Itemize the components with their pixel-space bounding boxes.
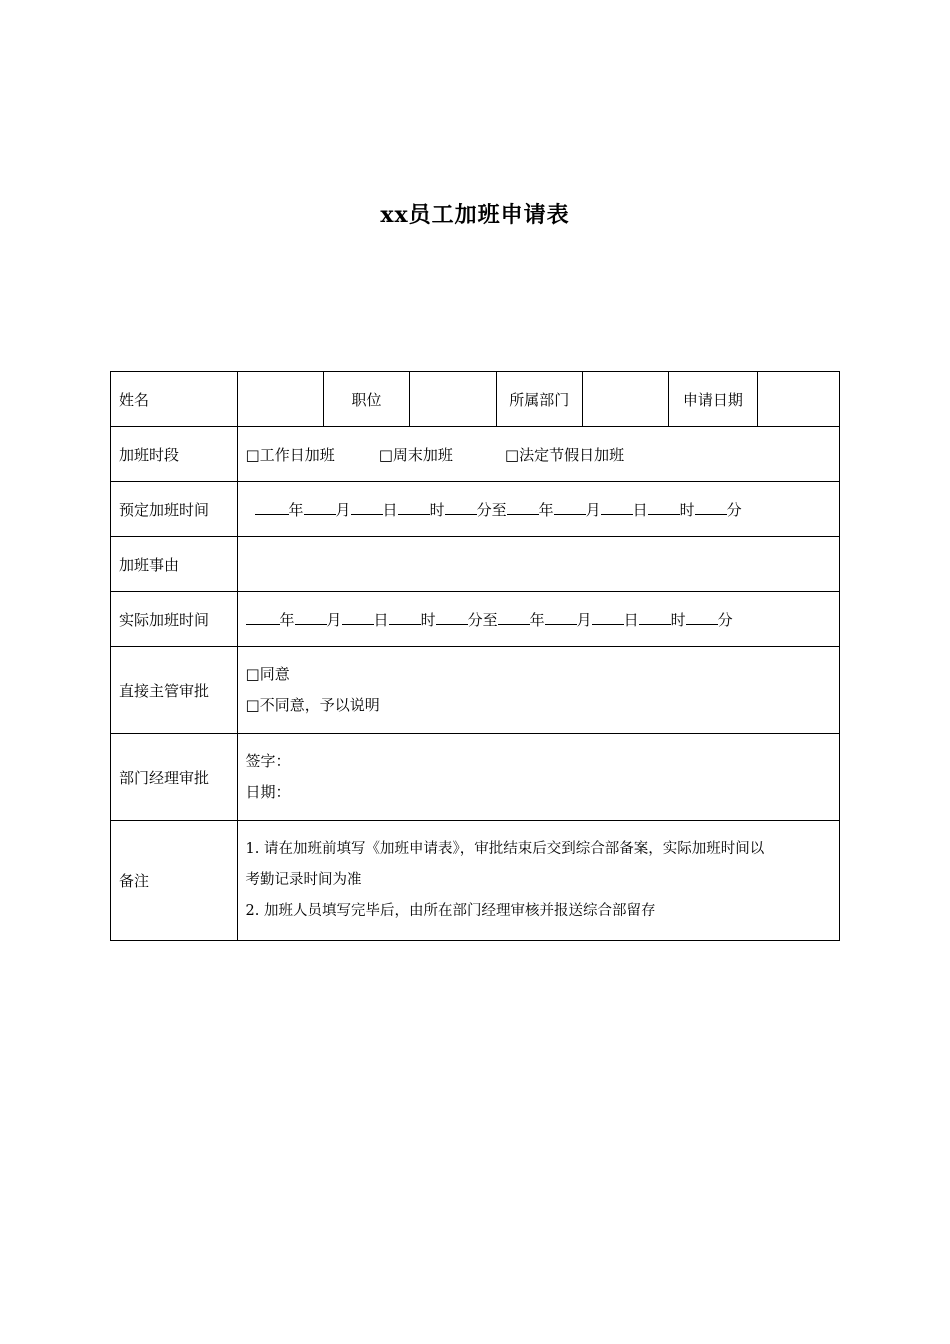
unit-text: 时 [670, 610, 686, 629]
blank-field[interactable] [686, 610, 718, 625]
blank-field[interactable] [554, 500, 586, 515]
unit-text: 日 [373, 610, 389, 629]
blank-field[interactable] [648, 500, 680, 515]
checkbox-weekend-overtime[interactable]: □周末加班 [378, 445, 453, 464]
planned-time-label: 预定加班时间 [111, 482, 238, 537]
supervisor-approval-options [237, 647, 839, 734]
unit-text: 日 [382, 500, 398, 519]
remark-2: 2. 加班人员填写完毕后，由所在部门经理审核并报送综合部留存 [245, 903, 656, 919]
name-field[interactable] [237, 372, 323, 427]
row-manager-approval [111, 734, 840, 821]
checkbox-agree[interactable]: □同意 [245, 665, 290, 683]
unit-text: 分至 [476, 500, 507, 519]
reason-field[interactable] [237, 537, 839, 592]
blank-field[interactable] [351, 500, 383, 515]
blank-field[interactable] [436, 610, 468, 625]
blank-field[interactable] [639, 610, 671, 625]
manager-approval-label: 部门经理审批 [111, 734, 238, 821]
blank-field[interactable] [601, 500, 633, 515]
remark-1-line-1: 1. 请在加班前填写《加班申请表》，审批结束后交到综合部备案，实际加班时间以 [245, 841, 765, 857]
row-remarks [111, 821, 840, 941]
unit-text: 年 [288, 500, 304, 519]
unit-text: 月 [585, 500, 601, 519]
blank-field[interactable] [592, 610, 624, 625]
unit-text: 时 [420, 610, 436, 629]
blank-field[interactable] [498, 610, 530, 625]
unit-text: 时 [679, 500, 695, 519]
overtime-application-table [110, 371, 840, 941]
blank-field[interactable] [304, 500, 336, 515]
application-date-field[interactable] [757, 372, 839, 427]
reason-label: 加班事由 [111, 537, 238, 592]
position-field[interactable] [410, 372, 496, 427]
actual-time-label: 实际加班时间 [111, 592, 238, 647]
row-actual-time [111, 592, 840, 647]
sign-date-label: 日期： [245, 783, 291, 801]
remark-1-line-2: 考勤记录时间为准 [245, 872, 362, 888]
application-date-label: 申请日期 [669, 372, 757, 427]
overtime-period-options [237, 427, 839, 482]
unit-text: 分至 [467, 610, 498, 629]
unit-text: 月 [576, 610, 592, 629]
unit-text: 分 [717, 610, 733, 629]
unit-text: 月 [335, 500, 351, 519]
unit-text: 年 [529, 610, 545, 629]
unit-text: 日 [623, 610, 639, 629]
row-planned-time [111, 482, 840, 537]
checkbox-holiday-overtime[interactable]: □法定节假日加班 [504, 445, 625, 464]
unit-text: 日 [632, 500, 648, 519]
blank-field[interactable] [389, 610, 421, 625]
row-supervisor-approval [111, 647, 840, 734]
form-title: xx员工加班申请表 [380, 202, 570, 228]
name-label: 姓名 [111, 372, 238, 427]
blank-field[interactable] [295, 610, 327, 625]
manager-signature-block [237, 734, 839, 821]
position-label: 职位 [323, 372, 409, 427]
department-field[interactable] [582, 372, 668, 427]
unit-text: 分 [726, 500, 742, 519]
blank-field[interactable] [255, 500, 289, 515]
blank-field[interactable] [507, 500, 539, 515]
row-basic-info [111, 372, 840, 427]
remarks-label: 备注 [111, 821, 238, 941]
supervisor-approval-label: 直接主管审批 [111, 647, 238, 734]
blank-field[interactable] [445, 500, 477, 515]
overtime-period-label: 加班时段 [111, 427, 238, 482]
row-overtime-period [111, 427, 840, 482]
department-label: 所属部门 [496, 372, 582, 427]
unit-text: 年 [279, 610, 295, 629]
unit-text: 年 [538, 500, 554, 519]
row-reason [111, 537, 840, 592]
checkbox-workday-overtime[interactable]: □工作日加班 [245, 445, 335, 464]
checkbox-disagree[interactable]: □不同意，予以说明 [245, 696, 380, 714]
unit-text: 月 [326, 610, 342, 629]
unit-text: 时 [429, 500, 445, 519]
blank-field[interactable] [246, 610, 280, 625]
planned-time-fields [237, 482, 839, 537]
blank-field[interactable] [545, 610, 577, 625]
blank-field[interactable] [398, 500, 430, 515]
actual-time-fields [237, 592, 839, 647]
remarks-content [237, 821, 839, 941]
signature-label: 签字： [245, 752, 291, 770]
blank-field[interactable] [342, 610, 374, 625]
blank-field[interactable] [695, 500, 727, 515]
